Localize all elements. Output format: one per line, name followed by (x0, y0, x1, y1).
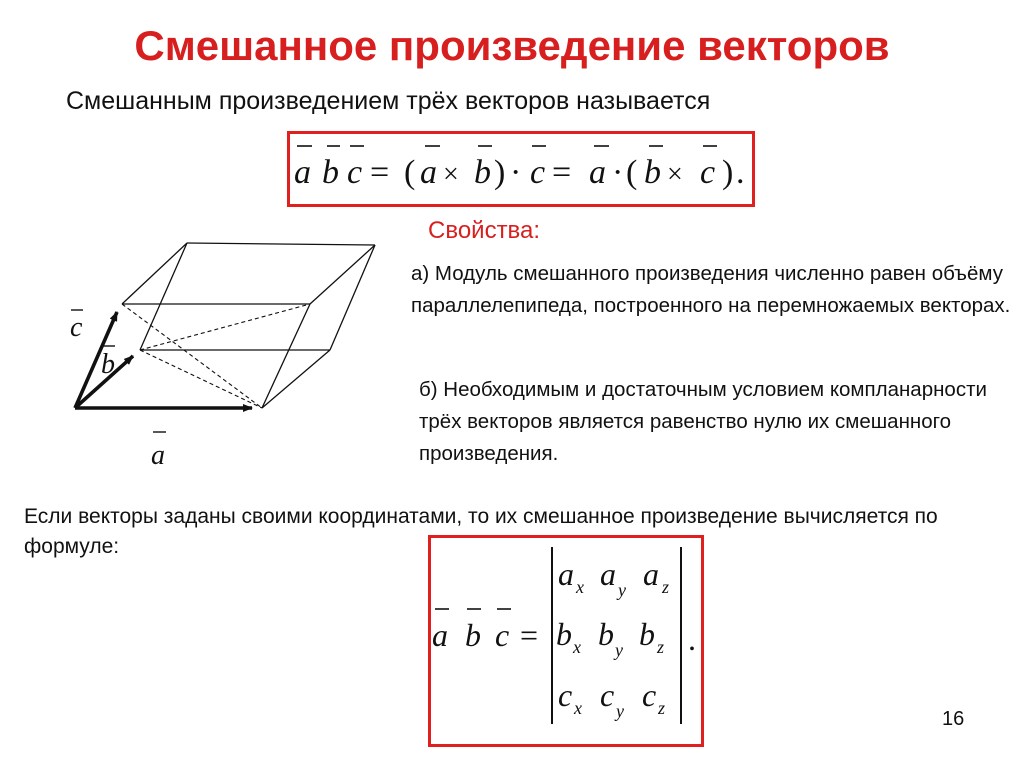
det-end-dot: . (688, 621, 696, 657)
properties-heading: Свойства: (428, 217, 541, 244)
m21: b (556, 616, 572, 652)
m31: c (558, 677, 573, 713)
f1-eq1: = (370, 154, 390, 191)
f1-c: c (347, 154, 363, 191)
intro-text: Смешанным произведением трёх векторов называется (66, 87, 711, 115)
coordinates-text: Если векторы заданы своими координатами, то их смешанное произведение вычисляется по формуле: (24, 505, 938, 558)
label-a: a (151, 440, 165, 471)
m13: a (643, 556, 659, 592)
f1-b2: b (474, 154, 491, 191)
sub23: z (657, 637, 665, 657)
f1-eq2: = (552, 154, 572, 191)
label-c: c (70, 312, 83, 343)
f1-lparen1: ( (404, 154, 416, 191)
m33: c (642, 677, 657, 713)
f1-c2: c (530, 154, 546, 191)
slide-title: Смешанное произведение векторов (134, 22, 890, 69)
f1-a: a (294, 154, 311, 191)
f1-c3: c (700, 154, 716, 191)
f1-a3: a (589, 154, 606, 191)
f1-b3: b (644, 154, 661, 191)
sub33: z (658, 698, 666, 718)
f1-cross1: × (443, 159, 459, 190)
property-a-text: а) Модуль смешанного произведения численно равен объёму параллелепипеда, построенного на перемножаемых векторах. (411, 262, 1011, 317)
sub31: x (574, 698, 582, 718)
m32: c (600, 677, 615, 713)
f1-dot1: · (510, 154, 522, 191)
f1-cross2: × (667, 159, 683, 190)
det-c: c (495, 617, 510, 653)
label-b: b (101, 349, 115, 380)
m11: a (558, 556, 574, 592)
f1-lparen2: ( (626, 154, 638, 191)
f1-end-dot: . (736, 154, 745, 191)
m23: b (639, 616, 655, 652)
f1-dot2: · (612, 154, 624, 191)
property-b-text: б) Необходимым и достаточным условием компланарности трёх векторов является равенство нулю их смешанного произведения. (419, 378, 987, 465)
sub22: y (615, 640, 623, 660)
sub21: x (573, 637, 581, 657)
sub11: x (576, 577, 584, 597)
sub12: y (618, 580, 626, 600)
det-a: a (432, 617, 448, 653)
f1-rparen1: ) (494, 154, 506, 191)
m22: b (598, 616, 614, 652)
det-eq: = (520, 617, 539, 653)
f1-a2: a (420, 154, 437, 191)
det-b: b (465, 617, 481, 653)
f1-b: b (322, 154, 339, 191)
m12: a (600, 556, 616, 592)
sub13: z (662, 577, 670, 597)
f1-rparen2: ) (722, 154, 734, 191)
page-number: 16 (942, 708, 965, 730)
sub32: y (616, 701, 624, 721)
